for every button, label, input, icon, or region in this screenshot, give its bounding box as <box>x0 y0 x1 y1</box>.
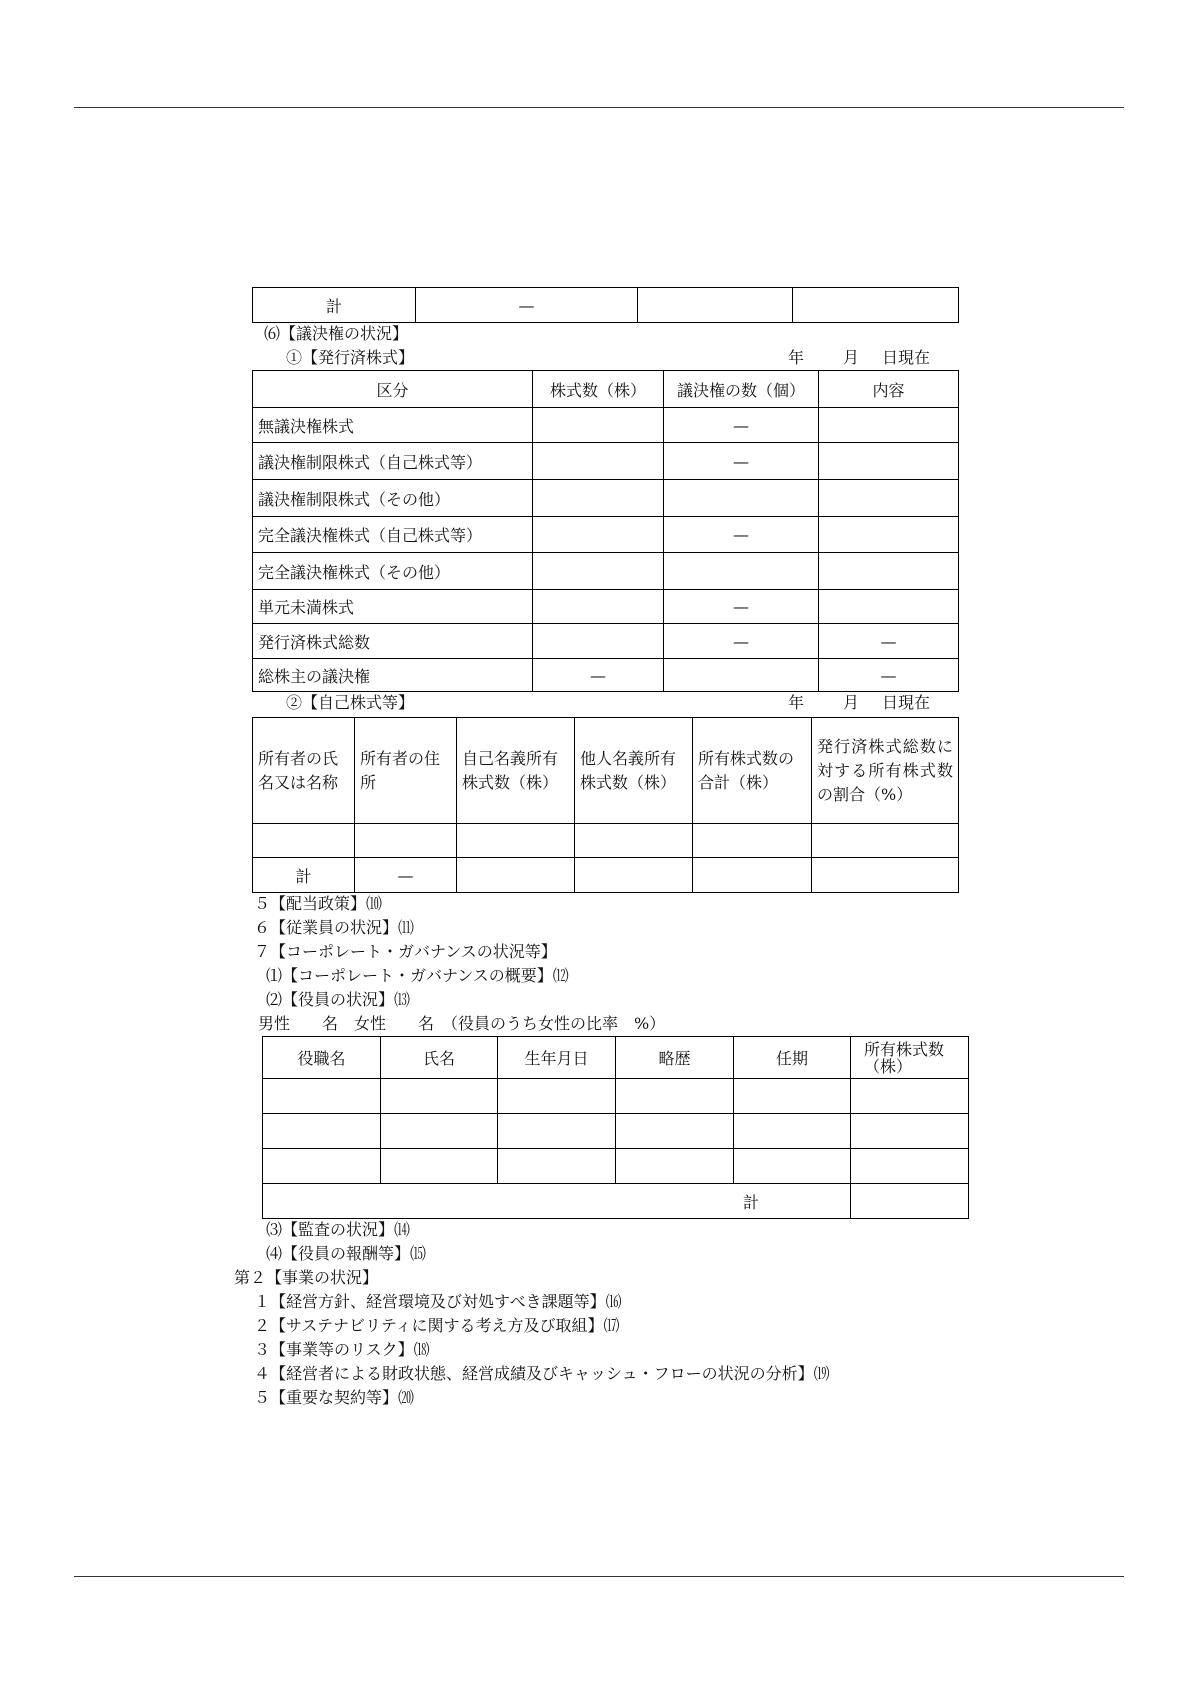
row-label: 完全議決権株式（自己株式等） <box>253 517 533 553</box>
business-item-2: ２【サステナビリティに関する考え方及び取組】⒄ <box>254 1316 620 1335</box>
date-month: 月 <box>843 693 860 712</box>
row-label: 議決権制限株式（その他） <box>253 480 533 517</box>
top-rule <box>74 107 1124 108</box>
sub-heading-own-shares: ②【自己株式等】 <box>286 693 415 712</box>
own-total-dash: — <box>355 858 457 893</box>
business-item-4: ４【経営者による財政状態、経営成績及びキャッシュ・フローの状況の分析】⒆ <box>254 1364 830 1383</box>
header-shares: 株式数（株） <box>533 371 664 408</box>
row-label: 無議決権株式 <box>253 408 533 443</box>
date-day: 日現在 <box>882 348 931 367</box>
section-heading-voting: ⑹【議決権の状況】 <box>264 324 409 343</box>
business-item-1: １【経営方針、経営環境及び対処すべき課題等】⒃ <box>254 1292 622 1311</box>
section-audit: ⑶【監査の状況】⒁ <box>266 1220 411 1239</box>
officers-table <box>262 1036 969 1219</box>
section-officers: ⑵【役員の状況】⒀ <box>266 990 411 1009</box>
part2-business: 第２【事業の状況】 <box>234 1268 379 1287</box>
date-year: 年 <box>788 693 805 712</box>
business-item-3: ３【事業等のリスク】⒅ <box>254 1340 430 1359</box>
row-label: 議決権制限株式（自己株式等） <box>253 443 533 480</box>
sub-heading-issued-shares: ①【発行済株式】 <box>286 348 415 367</box>
section-governance: ７【コーポレート・ガバナンスの状況等】 <box>254 942 557 961</box>
header-birthdate: 生年月日 <box>498 1037 616 1079</box>
total-label: 計 <box>253 288 416 323</box>
row-label: 完全議決権株式（その他） <box>253 553 533 590</box>
row-label: 単元未満株式 <box>253 590 533 624</box>
issued-shares-table: 区分 株式数（株） 議決権の数（個） 内容 無議決権株式 — 議決権制限株式（自己株式等） — 議決権制限株式（その他） 完全議決権株式（自己株式等） — 完全議決権株式（その他） 単元未満株式 — 発行済株式総数 — — 総株主の議決権 — — <box>252 370 959 692</box>
header-career: 略歴 <box>616 1037 734 1079</box>
dash-cell: — <box>416 288 638 323</box>
business-item-5: ５【重要な契約等】⒇ <box>254 1388 415 1407</box>
header-owner-address: 所有者の住所 <box>355 718 457 824</box>
header-shares-owned: 所有株式数（株） <box>851 1037 969 1079</box>
section-dividend: ５【配当政策】⑽ <box>254 894 383 913</box>
gender-ratio-line: 男性 名 女性 名 （役員のうち女性の比率 %） <box>258 1014 666 1033</box>
header-name: 氏名 <box>381 1037 498 1079</box>
header-total-shares: 所有株式数の合計（株） <box>693 718 812 824</box>
date-day: 日現在 <box>882 693 931 712</box>
prior-total-table <box>252 287 959 323</box>
row-label: 総株主の議決権 <box>253 659 533 692</box>
own-total-label: 計 <box>253 858 355 893</box>
header-content: 内容 <box>819 371 959 408</box>
officers-total-label: 計 <box>263 1184 851 1219</box>
section-governance-overview: ⑴【コーポレート・ガバナンスの概要】⑿ <box>266 966 569 985</box>
own-shares-table <box>252 717 959 893</box>
bottom-rule <box>74 1576 1124 1577</box>
date-month: 月 <box>843 348 860 367</box>
date-year: 年 <box>788 348 805 367</box>
header-votes: 議決権の数（個） <box>664 371 819 408</box>
section-employees: ６【従業員の状況】⑾ <box>254 918 415 937</box>
header-owner-name: 所有者の氏名又は名称 <box>253 718 355 824</box>
row-label: 発行済株式総数 <box>253 624 533 659</box>
header-other-name-shares: 他人名義所有株式数（株） <box>575 718 693 824</box>
section-remuneration: ⑷【役員の報酬等】⒂ <box>266 1244 427 1263</box>
header-position: 役職名 <box>263 1037 381 1079</box>
header-ratio: 発行済株式総数に対する所有株式数の割合（%） <box>812 718 959 824</box>
header-own-name-shares: 自己名義所有株式数（株） <box>457 718 575 824</box>
header-term: 任期 <box>734 1037 851 1079</box>
header-category: 区分 <box>253 371 533 408</box>
